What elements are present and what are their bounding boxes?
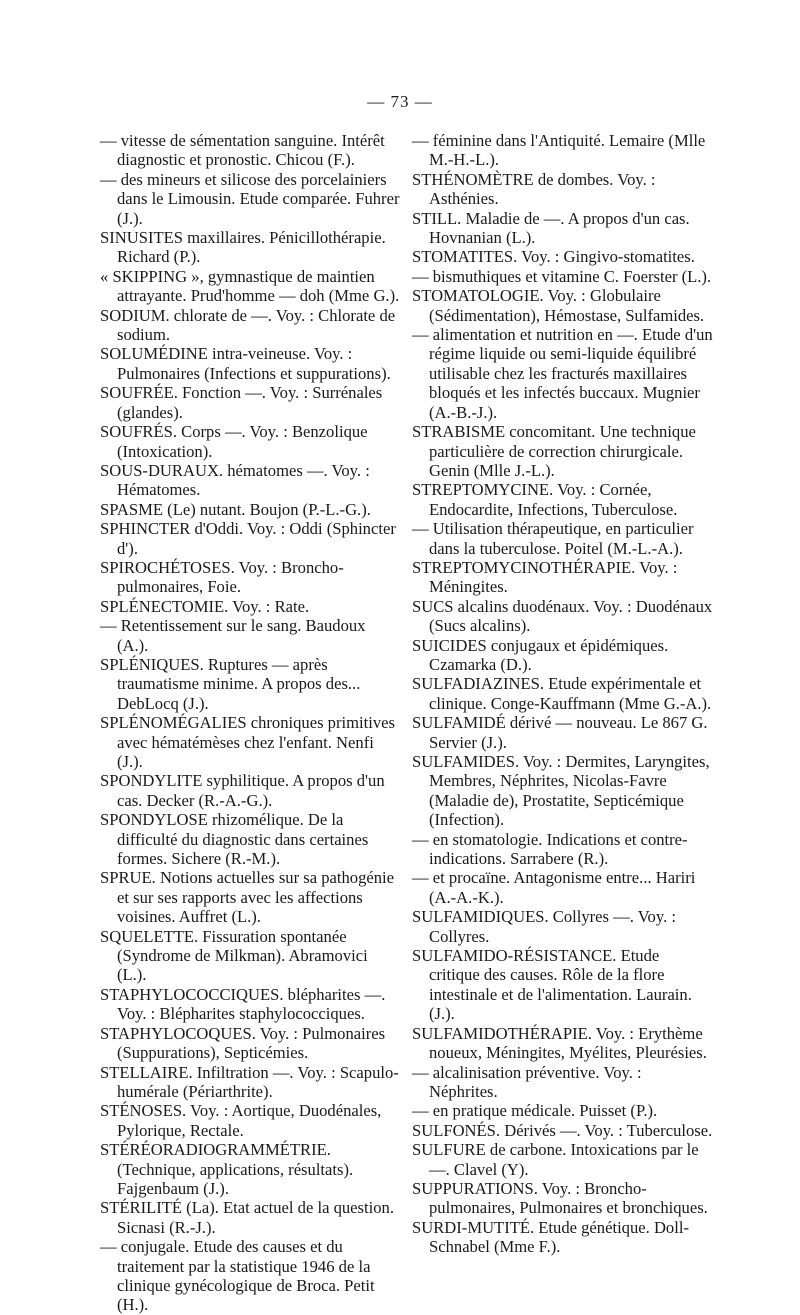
index-entry: — féminine dans l'Antiquité. Lemaire (Mlle M.-H.-L.). <box>412 131 706 170</box>
index-entry: SOUFRÉS. Corps —. Voy. : Benzolique (Intoxication). <box>100 422 368 461</box>
index-entry: — alcalinisation préventive. Voy. : Néphrites. <box>412 1062 642 1101</box>
index-entry: — alimentation et nutrition en —. Etude d'un régime liquide ou semi-liquide équilibré utilisable chez les fracturés maxillaires bloqués et les infectés buccaux. Mugnier (A.-B.-J.). <box>412 325 713 422</box>
index-entry: SUCS alcalins duodénaux. Voy. : Duodénaux (Sucs alcalins). <box>412 596 713 636</box>
index-entry: STÉRÉORADIOGRAMMÉTRIE. (Technique, applications, résultats). Fajgenbaum (J.). <box>100 1140 354 1198</box>
index-entry: « SKIPPING », gymnastique de maintien attrayante. Prud'homme — doh (Mme G.). <box>100 266 400 306</box>
index-entry: STOMATITES. Voy. : Gingivo-stomatites. <box>412 247 695 267</box>
index-entry: SOUFRÉE. Fonction —. Voy. : Surrénales (glandes). <box>100 383 383 422</box>
index-entry: SQUELETTE. Fissuration spontanée (Syndrome de Milkman). Abramovici (L.). <box>100 926 368 985</box>
index-entry: STILL. Maladie de —. A propos d'un cas. Hovnanian (L.). <box>412 208 690 248</box>
index-entry: SPHINCTER d'Oddi. Voy. : Oddi (Sphincter d'). <box>100 519 396 558</box>
index-entry: — et procaïne. Antagonisme entre... Hariri (A.-A.-K.). <box>412 868 696 907</box>
index-entry: STÉRILITÉ (La). Etat actuel de la question. Sicnasi (R.-J.). <box>100 1198 394 1237</box>
page-number: — 73 — <box>367 92 433 111</box>
index-entry: SUICIDES conjugaux et épidémiques. Czamarka (D.). <box>412 635 669 674</box>
index-entry: STOMATOLOGIE. Voy. : Globulaire (Sédimentation), Hémostase, Sulfamides. <box>412 286 705 325</box>
index-entry: STELLAIRE. Infiltration —. Voy. : Scapulo-humérale (Périarthrite). <box>100 1062 399 1101</box>
index-entry: — conjugale. Etude des causes et du traitement par la statistique 1946 de la clinique gynécologique de Broca. Petit (H.). <box>100 1237 375 1315</box>
index-entry: SULFAMIDIQUES. Collyres —. Voy. : Collyres. <box>412 907 676 946</box>
index-entry: SINUSITES maxillaires. Pénicillothérapie. Richard (P.). <box>100 228 386 267</box>
index-entry: STREPTOMYCINE. Voy. : Cornée, Endocardite, Infections, Tuberculose. <box>412 480 678 519</box>
index-entry: SUPPURATIONS. Voy. : Broncho-pulmonaires, Pulmonaires et bronchiques. <box>412 1178 708 1218</box>
index-entry: STHÉNOMÈTRE de dombes. Voy. : Asthénies. <box>412 169 656 209</box>
index-entry: SPRUE. Notions actuelles sur sa pathogénie et sur ses rapports avec les affections voisines. Auffret (L.). <box>100 868 395 927</box>
index-entry: SPLÉNIQUES. Ruptures — après traumatisme minime. A propos des... DebLocq (J.). <box>100 654 361 713</box>
index-entry: — vitesse de sémentation sanguine. Intérêt diagnostic et pronostic. Chicou (F.). <box>100 131 385 170</box>
index-entry: — bismuthiques et vitamine C. Foerster (L.). <box>412 266 712 286</box>
index-entry: SURDI-MUTITÉ. Etude génétique. Doll-Schnabel (Mme F.). <box>412 1217 689 1257</box>
index-entry: SULFAMIDO-RÉSISTANCE. Etude critique des causes. Rôle de la flore intestinale et de l'alimentation. Laurain. (J.). <box>412 946 692 1024</box>
index-entry: SPONDYLITE syphilitique. A propos d'un cas. Decker (R.-A.-G.). <box>100 771 385 810</box>
index-entry: STÉNOSES. Voy. : Aortique, Duodénales, Pylorique, Rectale. <box>100 1101 382 1140</box>
index-entry: SULFAMIDOTHÉRAPIE. Voy. : Erythème noueux, Méningites, Myélites, Pleurésies. <box>412 1023 707 1063</box>
index-entry: SPLÉNECTOMIE. Voy. : Rate. <box>100 596 310 616</box>
index-entry: SULFAMIDÉ dérivé — nouveau. Le 867 G. Servier (J.). <box>412 713 708 752</box>
index-entry: — Utilisation thérapeutique, en particulier dans la tuberculose. Poitel (M.-L.-A.). <box>412 519 694 558</box>
left-column <box>100 131 400 1315</box>
index-entry: STAPHYLOCOCCIQUES. blépharites —. Voy. : Blépharites staphylococciques. <box>100 984 386 1024</box>
index-entry: SPIROCHÉTOSES. Voy. : Broncho-pulmonaires, Foie. <box>100 557 344 597</box>
index-entry: — en pratique médicale. Puisset (P.). <box>412 1101 658 1121</box>
index-entry: — Retentissement sur le sang. Baudoux (A.). <box>100 616 366 655</box>
index-entry: SULFURE de carbone. Intoxications par le —. Clavel (Y). <box>412 1140 699 1179</box>
index-entry: STAPHYLOCOQUES. Voy. : Pulmonaires (Suppurations), Septicémies. <box>100 1023 386 1063</box>
index-entry: SPONDYLOSE rhizomélique. De la difficulté du diagnostic dans certaines formes. Sichere (R.-M.). <box>100 810 369 869</box>
index-entry: SULFADIAZINES. Etude expérimentale et clinique. Conge-Kauffmann (Mme G.-A.). <box>412 674 712 713</box>
index-entry: — en stomatologie. Indications et contre-indications. Sarrabere (R.). <box>412 829 688 869</box>
index-entry: SULFONÉS. Dérivés —. Voy. : Tuberculose. <box>412 1120 713 1140</box>
index-entry: SPASME (Le) nutant. Boujon (P.-L.-G.). <box>100 499 371 519</box>
right-column <box>412 131 714 1257</box>
index-entry: SOUS-DURAUX. hématomes —. Voy. : Hématomes. <box>100 460 370 500</box>
index-entry: SULFAMIDES. Voy. : Dermites, Laryngites, Membres, Néphrites, Nicolas-Favre (Maladie de), Prostatite, Septicémique (Infection). <box>412 752 710 830</box>
index-entry: SOLUMÉDINE intra-veineuse. Voy. : Pulmonaires (Infections et suppurations). <box>100 344 391 383</box>
index-entry: STREPTOMYCINOTHÉRAPIE. Voy. : Méningites. <box>412 557 678 597</box>
index-entry: STRABISME concomitant. Une technique particulière de correction chirurgicale. Genin (Mlle J.-L.). <box>412 422 696 480</box>
index-entry: SPLÉNOMÉGALIES chroniques primitives avec hématémèses chez l'enfant. Nenfi (J.). <box>100 713 395 771</box>
index-entry: SODIUM. chlorate de —. Voy. : Chlorate de sodium. <box>100 305 396 345</box>
index-entry: — des mineurs et silicose des porcelainiers dans le Limousin. Etude comparée. Fuhrer (J.). <box>100 169 400 228</box>
